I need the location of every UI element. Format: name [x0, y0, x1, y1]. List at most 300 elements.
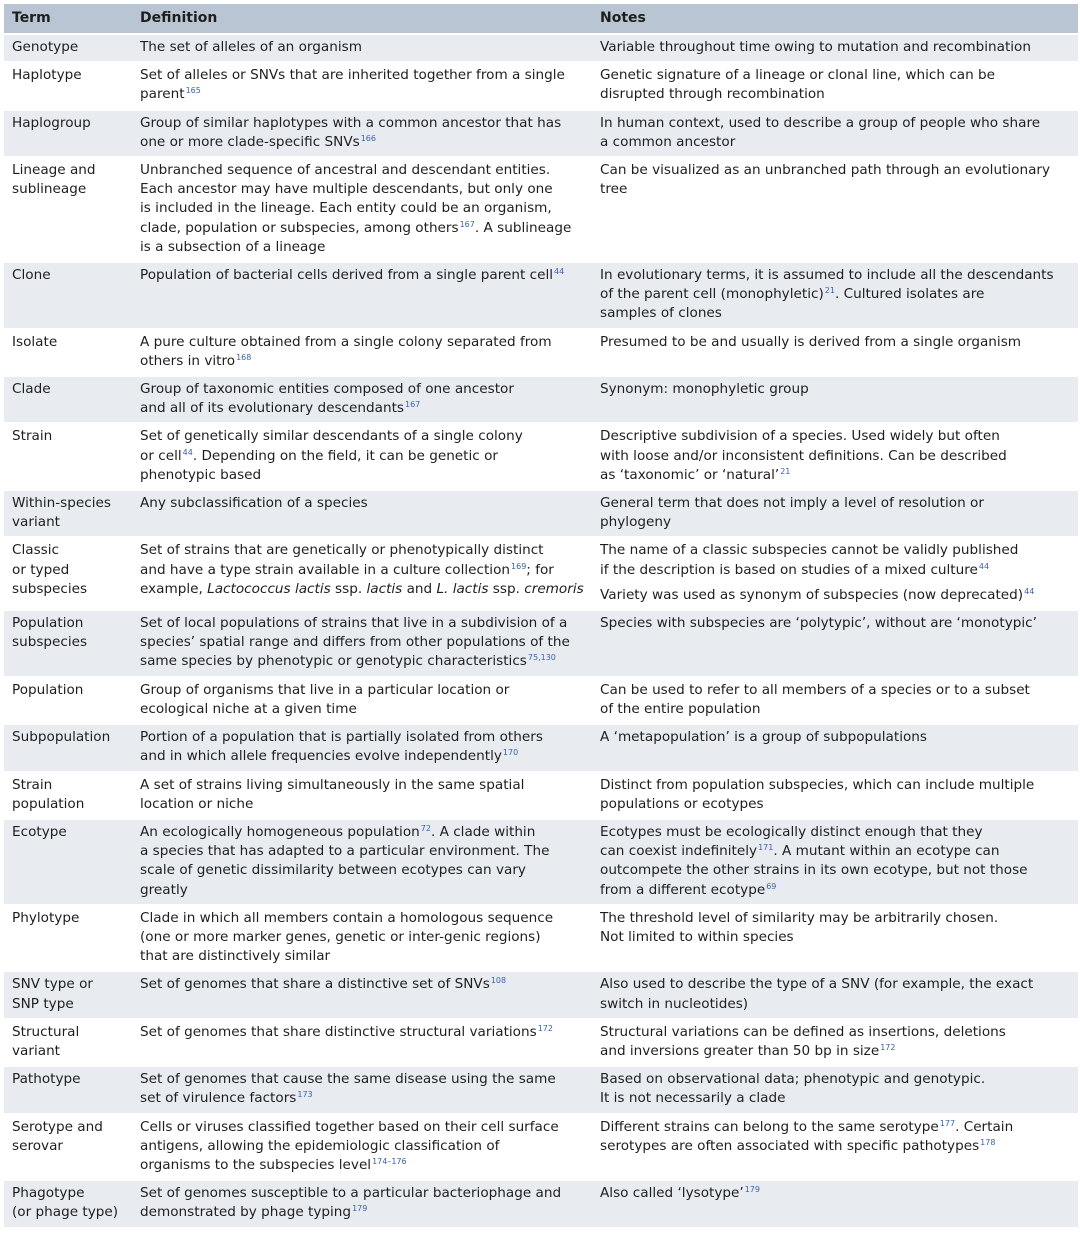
text-segment: that are distinctively similar — [140, 948, 331, 965]
reference-superscript: 177 — [939, 1118, 956, 1128]
term-cell — [4, 490, 132, 537]
text-segment: greatly — [140, 881, 188, 898]
text-line — [140, 909, 584, 928]
term-cell — [4, 677, 132, 724]
text-segment: demonstrated by phage typing — [140, 1204, 352, 1221]
definition-cell — [132, 262, 592, 329]
term-cell — [4, 1114, 132, 1181]
text-line — [140, 823, 584, 842]
text-line — [140, 561, 584, 580]
text-segment: of the parent cell (monophyletic) — [600, 286, 824, 303]
text-line — [140, 466, 584, 485]
definition-cell — [132, 329, 592, 376]
text-line — [600, 995, 1070, 1014]
text-line — [600, 1070, 1070, 1089]
text-line — [140, 447, 584, 466]
text-line — [140, 842, 584, 861]
table-header-row — [4, 4, 1078, 34]
term-text: SNP type — [12, 995, 74, 1012]
definition-cell — [132, 537, 592, 610]
text-segment: Genetic signature of a lineage or clonal line, which can be — [600, 67, 996, 84]
definition-cell — [132, 376, 592, 423]
definition-cell — [132, 1180, 592, 1226]
text-line — [600, 1118, 1070, 1137]
text-segment: In evolutionary terms, it is assumed to include all the descendants — [600, 267, 1054, 284]
text-line — [600, 161, 1070, 180]
notes-cell — [592, 1019, 1078, 1066]
text-segment: Structural variations can be defined as insertions, deletions — [600, 1023, 1006, 1040]
text-line — [600, 614, 1070, 633]
text-line — [600, 1137, 1070, 1156]
table-body — [4, 34, 1078, 1227]
text-line — [140, 66, 584, 85]
definition-column-header: Definition — [132, 4, 592, 34]
text-segment: Not limited to within species — [600, 928, 794, 945]
text-segment: Distinct from population subspecies, which can include multiple — [600, 776, 1035, 793]
definition-cell — [132, 157, 592, 262]
text-segment: phylogeny — [600, 514, 672, 531]
notes-cell — [592, 329, 1078, 376]
notes-cell — [592, 677, 1078, 724]
text-segment: Each ancestor may have multiple descendants, but only one — [140, 181, 553, 198]
reference-superscript: 172 — [537, 1023, 553, 1033]
term-text: (or phage type) — [12, 1204, 119, 1221]
text-segment: Can be used to refer to all members of a species or to a subset — [600, 681, 1030, 698]
text-line — [600, 700, 1070, 719]
reference-superscript: 174–176 — [372, 1156, 407, 1166]
text-line — [600, 776, 1070, 795]
text-line — [600, 466, 1070, 485]
term-cell — [4, 423, 132, 490]
term-cell — [4, 772, 132, 819]
text-segment: Group of organisms that live in a particular location or — [140, 681, 510, 698]
text-segment: Clade in which all members contain a homologous sequence — [140, 909, 554, 926]
definition-cell — [132, 905, 592, 972]
reference-superscript: 167 — [405, 400, 421, 410]
definition-cell — [132, 1114, 592, 1181]
text-line — [140, 494, 584, 513]
text-segment: ssp. — [488, 580, 525, 597]
text-line — [600, 795, 1070, 814]
text-segment: Group of taxonomic entities composed of one ancestor — [140, 381, 514, 398]
reference-superscript: 170 — [502, 748, 519, 758]
text-line — [140, 161, 584, 180]
text-segment: The set of alleles of an organism — [140, 39, 362, 55]
text-segment: example, — [140, 580, 208, 597]
table-row — [4, 537, 1078, 610]
species-name: L. lactis — [436, 580, 489, 597]
text-segment: is included in the lineage. Each entity could be an organism, — [140, 200, 552, 217]
text-segment: . A mutant within an ecotype can — [773, 843, 1000, 860]
term-text: Subpopulation — [12, 729, 111, 746]
text-segment: . Cultured isolates are — [834, 286, 985, 303]
text-segment: ; for — [526, 561, 554, 578]
term-text: Phagotype — [12, 1185, 85, 1202]
definition-cell — [132, 724, 592, 771]
table-row — [4, 262, 1078, 329]
text-line — [600, 909, 1070, 928]
text-line — [140, 1137, 584, 1156]
text-segment: a species that has adapted to a particular environment. The — [140, 843, 550, 860]
text-segment: same species by phenotypic or genotypic characteristics — [140, 653, 527, 670]
text-line — [140, 199, 584, 218]
table-row — [4, 110, 1078, 157]
glossary-table — [4, 4, 1078, 1227]
text-segment: Synonym: monophyletic group — [600, 381, 809, 398]
text-line — [140, 1203, 584, 1222]
text-line — [140, 776, 584, 795]
text-line — [140, 219, 584, 238]
text-segment: A pure culture obtained from a single colony separated from — [140, 333, 552, 350]
table-row — [4, 1114, 1078, 1181]
text-segment: phenotypic based — [140, 466, 262, 483]
table-row — [4, 157, 1078, 262]
notes-cell — [592, 490, 1078, 537]
text-line — [140, 333, 584, 352]
text-line — [140, 747, 584, 766]
text-line — [140, 1184, 584, 1203]
reference-superscript: 169 — [511, 561, 527, 571]
text-segment: Variable throughout time owing to mutation and recombination — [600, 39, 1031, 55]
text-segment: It is not necessarily a clade — [600, 1090, 786, 1107]
reference-superscript: 173 — [297, 1090, 313, 1100]
notes-cell — [592, 772, 1078, 819]
text-line — [140, 881, 584, 900]
text-line — [140, 652, 584, 671]
notes-cell — [592, 1114, 1078, 1181]
table-row — [4, 1019, 1078, 1066]
text-segment: Different strains can belong to the same serotype — [600, 1118, 939, 1135]
term-cell — [4, 1019, 132, 1066]
notes-cell — [592, 1180, 1078, 1226]
text-segment: A set of strains living simultaneously in the same spatial — [140, 776, 525, 793]
text-segment: Portion of a population that is partially isolated from others — [140, 729, 543, 746]
text-segment: and inversions greater than 50 bp in size — [600, 1042, 880, 1059]
text-segment: Set of local populations of strains that live in a subdivision of a — [140, 615, 568, 632]
text-segment: antigens, allowing the epidemiologic classification of — [140, 1137, 500, 1154]
text-line — [600, 66, 1070, 85]
text-segment: with loose and/or inconsistent definitions. Can be described — [600, 447, 1007, 464]
term-text: serovar — [12, 1137, 64, 1154]
definition-cell — [132, 490, 592, 537]
reference-superscript: 179 — [744, 1185, 760, 1195]
definition-cell — [132, 610, 592, 677]
table-row — [4, 819, 1078, 905]
text-line — [140, 180, 584, 199]
text-segment: Population of bacterial cells derived from a single parent cell — [140, 267, 554, 284]
text-line — [600, 881, 1070, 900]
term-text: Classic — [12, 542, 60, 559]
text-segment: and in which allele frequencies evolve independently — [140, 748, 502, 765]
text-line — [600, 928, 1070, 947]
term-text: Within-species — [12, 495, 111, 512]
term-cell — [4, 1066, 132, 1113]
term-text: Phylotype — [12, 909, 80, 926]
notes-cell — [592, 34, 1078, 62]
reference-superscript: 21 — [824, 286, 835, 296]
text-segment: In human context, used to describe a group of people who share — [600, 114, 1041, 131]
text-segment: Unbranched sequence of ancestral and descendant entities. — [140, 162, 551, 179]
text-line — [600, 681, 1070, 700]
text-line — [600, 513, 1070, 532]
text-line — [600, 1184, 1070, 1203]
notes-cell — [592, 537, 1078, 610]
text-segment: switch in nucleotides) — [600, 995, 749, 1012]
term-cell — [4, 724, 132, 771]
text-segment: Can be visualized as an unbranched path through an evolutionary — [600, 162, 1051, 179]
term-cell — [4, 819, 132, 905]
text-segment: ecological niche at a given time — [140, 700, 357, 717]
text-line — [140, 1156, 584, 1175]
term-text: Isolate — [12, 333, 58, 350]
text-line — [140, 1023, 584, 1042]
definition-cell — [132, 971, 592, 1018]
table-row — [4, 490, 1078, 537]
text-segment: organisms to the subspecies level — [140, 1156, 372, 1173]
term-cell — [4, 610, 132, 677]
term-cell — [4, 262, 132, 329]
text-line — [140, 861, 584, 880]
text-segment: . A sublineage — [474, 219, 572, 236]
text-segment: or cell — [140, 447, 182, 464]
text-segment: Variety was used as synonym of subspecies (now deprecated) — [600, 586, 1024, 603]
text-segment: (one or more marker genes, genetic or inter-genic regions) — [140, 928, 541, 945]
notes-cell — [592, 376, 1078, 423]
text-segment: Set of genomes that share a distinctive set of SNVs — [140, 976, 490, 993]
text-segment: Set of genomes that cause the same disease using the same — [140, 1071, 556, 1088]
table-row — [4, 423, 1078, 490]
notes-cell — [592, 157, 1078, 262]
species-name: cremoris — [524, 580, 584, 597]
text-line — [140, 928, 584, 947]
definition-cell — [132, 62, 592, 109]
text-segment: The threshold level of similarity may be arbitrarily chosen. — [600, 909, 999, 926]
text-line — [140, 238, 584, 257]
term-cell — [4, 905, 132, 972]
text-line — [600, 561, 1070, 580]
reference-superscript: 179 — [352, 1204, 368, 1214]
text-segment: if the description is based on studies of a mixed culture — [600, 561, 978, 578]
text-line — [140, 133, 584, 152]
definition-cell — [132, 34, 592, 62]
text-segment: Descriptive subdivision of a species. Used widely but often — [600, 428, 1000, 445]
glossary-sheet — [4, 4, 1078, 1227]
text-line — [140, 352, 584, 371]
term-text: Serotype and — [12, 1118, 103, 1135]
text-line — [600, 38, 1070, 57]
text-line — [600, 427, 1070, 446]
table-row — [4, 62, 1078, 109]
text-line — [140, 947, 584, 966]
text-segment: Presumed to be and usually is derived from a single organism — [600, 333, 1022, 350]
term-text: Strain — [12, 428, 53, 445]
text-segment: General term that does not imply a level of resolution or — [600, 495, 984, 512]
notes-cell — [592, 423, 1078, 490]
text-line — [140, 114, 584, 133]
text-segment: An ecologically homogeneous population — [140, 823, 420, 840]
text-line — [600, 728, 1070, 747]
text-segment: ssp. — [330, 580, 367, 597]
term-text: Structural — [12, 1023, 80, 1040]
notes-cell — [592, 819, 1078, 905]
text-line — [140, 1118, 584, 1137]
notes-cell — [592, 62, 1078, 109]
reference-superscript: 178 — [980, 1137, 996, 1147]
text-line — [600, 266, 1070, 285]
term-text: Clade — [12, 381, 51, 398]
term-text: subspecies — [12, 580, 88, 597]
text-line — [600, 494, 1070, 513]
reference-superscript: 44 — [554, 267, 565, 277]
reference-superscript: 108 — [490, 976, 507, 986]
text-line — [600, 85, 1070, 104]
text-line — [140, 1089, 584, 1108]
text-segment: and have a type strain available in a culture collection — [140, 561, 511, 578]
text-line — [600, 586, 1070, 605]
reference-superscript: 172 — [880, 1042, 896, 1052]
table-row — [4, 376, 1078, 423]
text-segment: Also used to describe the type of a SNV (for example, the exact — [600, 976, 1034, 993]
reference-superscript: 44 — [182, 447, 193, 457]
reference-superscript: 75,130 — [527, 653, 556, 663]
table-row — [4, 610, 1078, 677]
term-cell — [4, 537, 132, 610]
text-segment: set of virulence factors — [140, 1090, 297, 1107]
reference-superscript: 44 — [1024, 586, 1035, 596]
term-text: Population — [12, 681, 84, 698]
text-line — [140, 728, 584, 747]
reference-superscript: 166 — [360, 133, 376, 143]
reference-superscript: 44 — [978, 561, 990, 571]
notes-cell — [592, 610, 1078, 677]
text-segment: of the entire population — [600, 700, 761, 717]
table-row — [4, 329, 1078, 376]
text-line — [600, 180, 1070, 199]
text-line — [140, 580, 584, 599]
term-cell — [4, 62, 132, 109]
text-line — [600, 447, 1070, 466]
text-segment: The name of a classic subspecies cannot be validly published — [600, 542, 1019, 559]
text-segment: clade, population or subspecies, among others — [140, 219, 459, 236]
text-line — [600, 333, 1070, 352]
text-segment: Set of strains that are genetically or phenotypically distinct — [140, 542, 544, 559]
term-text: Ecotype — [12, 823, 67, 840]
text-segment: can coexist indefinitely — [600, 843, 758, 860]
text-segment: Set of genomes susceptible to a particular bacteriophage and — [140, 1185, 562, 1202]
text-line — [140, 380, 584, 399]
notes-column-header: Notes — [592, 4, 1078, 34]
term-text: Haplogroup — [12, 114, 91, 131]
term-text: Population — [12, 615, 84, 632]
text-line — [600, 380, 1070, 399]
text-line — [140, 1070, 584, 1089]
text-segment: outcompete the other strains in its own ecotype, but not those — [600, 862, 1028, 879]
table-row — [4, 724, 1078, 771]
notes-cell — [592, 724, 1078, 771]
notes-cell — [592, 971, 1078, 1018]
definition-cell — [132, 110, 592, 157]
term-column-header: Term — [4, 4, 132, 34]
text-segment: location or niche — [140, 795, 254, 812]
term-text: SNV type or — [12, 976, 94, 993]
term-text: Genotype — [12, 39, 79, 55]
text-segment: Set of genetically similar descendants of a single colony — [140, 428, 523, 445]
text-line — [600, 861, 1070, 880]
text-segment: samples of clones — [600, 305, 722, 322]
notes-cell — [592, 262, 1078, 329]
definition-cell — [132, 1019, 592, 1066]
text-line — [140, 633, 584, 652]
text-segment: a common ancestor — [600, 133, 736, 150]
term-text: Lineage and — [12, 162, 96, 179]
term-text: subspecies — [12, 634, 88, 651]
table-row — [4, 971, 1078, 1018]
text-line — [600, 285, 1070, 304]
text-segment: Cells or viruses classified together based on their cell surface — [140, 1118, 559, 1135]
text-segment: Species with subspecies are ‘polytypic’, without are ‘monotypic’ — [600, 615, 1037, 632]
species-name: lactis — [366, 580, 403, 597]
text-segment: and all of its evolutionary descendants — [140, 400, 404, 417]
definition-cell — [132, 423, 592, 490]
notes-cell — [592, 905, 1078, 972]
table-row — [4, 905, 1078, 972]
reference-superscript: 168 — [236, 352, 252, 362]
text-segment: Group of similar haplotypes with a common ancestor that has — [140, 114, 562, 131]
reference-superscript: 165 — [185, 86, 201, 96]
term-text: Pathotype — [12, 1071, 81, 1088]
term-text: Haplotype — [12, 67, 82, 84]
text-line — [140, 700, 584, 719]
definition-cell — [132, 772, 592, 819]
text-line — [600, 1089, 1070, 1108]
text-segment: Based on observational data; phenotypic and genotypic. — [600, 1071, 986, 1088]
text-line — [600, 133, 1070, 152]
reference-superscript: 21 — [780, 466, 791, 476]
table-row — [4, 1066, 1078, 1113]
text-line — [600, 975, 1070, 994]
text-line — [600, 1023, 1070, 1042]
text-line — [140, 541, 584, 560]
text-segment: Set of genomes that share distinctive structural variations — [140, 1023, 537, 1040]
term-cell — [4, 376, 132, 423]
table-row — [4, 1180, 1078, 1226]
text-line — [600, 1042, 1070, 1061]
text-segment: others in vitro — [140, 352, 236, 369]
term-cell — [4, 110, 132, 157]
text-line — [600, 842, 1070, 861]
table-row — [4, 677, 1078, 724]
notes-cell — [592, 1066, 1078, 1113]
definition-cell — [132, 1066, 592, 1113]
text-segment: . A clade within — [430, 823, 536, 840]
text-line — [140, 85, 584, 104]
text-segment: scale of genetic dissimilarity between ecotypes can vary — [140, 862, 526, 879]
term-cell — [4, 157, 132, 262]
text-line — [600, 541, 1070, 560]
text-segment: from a different ecotype — [600, 881, 766, 898]
text-line — [140, 975, 584, 994]
term-text: variant — [12, 1042, 61, 1059]
term-cell — [4, 1180, 132, 1226]
term-cell — [4, 971, 132, 1018]
text-segment: disrupted through recombination — [600, 86, 825, 103]
definition-cell — [132, 819, 592, 905]
text-segment: Also called ‘lysotype’ — [600, 1185, 744, 1202]
table-row — [4, 34, 1078, 62]
reference-superscript: 171 — [758, 843, 774, 853]
text-segment: . Depending on the field, it can be genetic or — [192, 447, 498, 464]
text-segment: parent — [140, 86, 185, 103]
